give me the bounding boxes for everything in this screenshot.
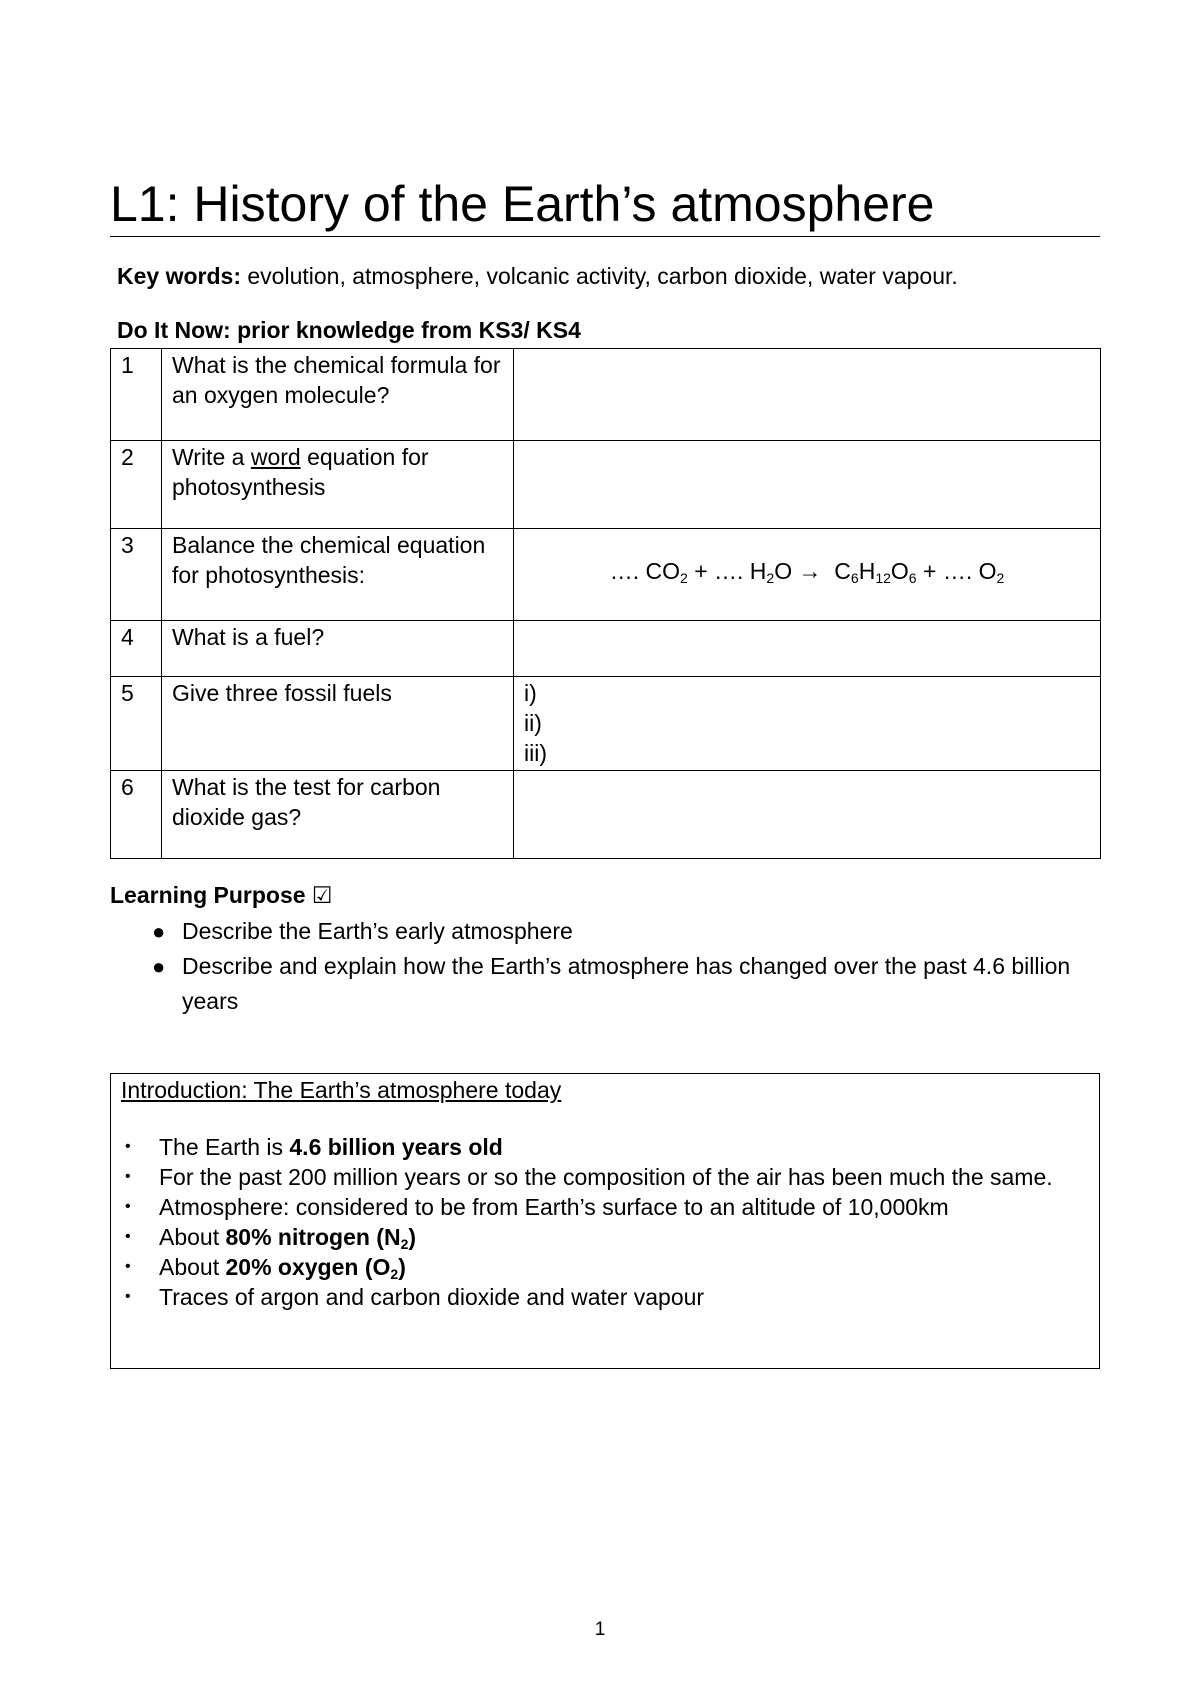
underlined-word: word	[250, 444, 301, 470]
bullet-icon: •	[125, 1228, 131, 1245]
bold-text: 20% oxygen (O	[225, 1254, 391, 1280]
bullet-icon: •	[125, 1288, 131, 1305]
do-it-now-table	[110, 348, 1101, 859]
bullet-icon: ●	[152, 954, 166, 979]
list-item-text: About	[159, 1224, 226, 1250]
blank: ….	[942, 558, 973, 584]
list-item	[121, 1222, 1081, 1252]
question-text-part: Write a	[172, 444, 251, 470]
question-text: What is the chemical formula for an oxygen molecule?	[162, 349, 514, 441]
introduction-list	[121, 1132, 1081, 1312]
co2: CO	[645, 558, 680, 584]
list-item-text: Describe the Earth’s early atmosphere	[182, 918, 573, 944]
table-row	[111, 529, 1101, 621]
question-number: 3	[111, 529, 162, 621]
do-it-now-heading: Do It Now: prior knowledge from KS3/ KS4	[117, 317, 581, 343]
title-rule	[110, 236, 1100, 237]
bullet-icon: •	[125, 1198, 131, 1215]
introduction-box	[110, 1073, 1100, 1369]
subscript: 2	[680, 570, 688, 586]
bold-text: )	[408, 1224, 417, 1250]
subscript: 12	[875, 570, 891, 586]
question-number: 2	[111, 441, 162, 529]
table-row	[111, 441, 1101, 529]
glucose: C	[834, 558, 851, 584]
answer-label: i)	[524, 680, 537, 706]
question-text: What is a fuel?	[162, 621, 514, 677]
plus: +	[922, 558, 937, 584]
question-number: 5	[111, 677, 162, 771]
blank: ….	[609, 558, 640, 584]
bold-text: )	[398, 1254, 406, 1280]
photosynthesis-equation	[524, 530, 1090, 586]
question-text: What is the test for carbon dioxide gas?	[162, 771, 514, 859]
learning-purpose-list	[110, 914, 1100, 1019]
h2o: H	[749, 558, 767, 584]
list-item	[121, 1162, 1081, 1192]
page-title: L1: History of the Earth’s atmosphere	[110, 176, 935, 232]
answer-label: ii)	[524, 710, 542, 736]
introduction-title: Introduction: The Earth’s atmosphere today	[121, 1077, 562, 1103]
equation-cell[interactable]	[514, 529, 1101, 621]
o2: O	[978, 558, 997, 584]
table-row	[111, 349, 1101, 441]
list-item-text: The Earth is	[159, 1134, 290, 1160]
keywords-label: Key words:	[117, 263, 241, 289]
question-text: Give three fossil fuels	[162, 677, 514, 771]
subscript: 2	[766, 570, 775, 586]
question-text: Balance the chemical equation for photosynthesis:	[162, 529, 514, 621]
answer-cell[interactable]	[514, 771, 1101, 859]
list-item	[110, 949, 1100, 1019]
bold-text: 80% nitrogen (N	[225, 1224, 401, 1250]
subscript: 2	[996, 570, 1005, 586]
answer-cell[interactable]	[514, 441, 1101, 529]
page-number: 1	[594, 1619, 606, 1640]
list-item	[121, 1192, 1081, 1222]
subscript: 2	[390, 1266, 399, 1282]
list-item-text: Traces of argon and carbon dioxide and water vapour	[159, 1284, 705, 1310]
answer-cell[interactable]	[514, 621, 1101, 677]
table-row	[111, 771, 1101, 859]
bullet-icon: •	[125, 1168, 131, 1185]
blank: ….	[714, 558, 744, 584]
table-row	[111, 621, 1101, 677]
bullet-icon: •	[125, 1258, 131, 1275]
list-item-text: Describe and explain how the Earth’s atmosphere has changed over the past 4.6 billion years	[182, 953, 1071, 1014]
answer-cell[interactable]	[514, 349, 1101, 441]
question-number: 1	[111, 349, 162, 441]
bullet-icon: •	[125, 1138, 131, 1155]
list-item	[110, 914, 1100, 949]
bullet-icon: ●	[152, 919, 166, 944]
list-item	[121, 1252, 1081, 1282]
subscript: 6	[908, 570, 917, 586]
glucose: O	[890, 558, 909, 584]
question-text-part: equation for photosynthesis	[172, 444, 429, 500]
h2o: O	[774, 558, 793, 584]
keywords-line	[117, 262, 1107, 290]
list-item-bold: 4.6 billion years old	[289, 1134, 503, 1160]
question-number: 6	[111, 771, 162, 859]
list-item-text: About	[159, 1254, 226, 1280]
subscript: 6	[850, 570, 859, 586]
answer-cell[interactable]	[514, 677, 1101, 771]
list-item-bold	[226, 1224, 417, 1250]
arrow-icon: →	[798, 558, 822, 584]
learning-purpose-heading: Learning Purpose ☑	[110, 882, 333, 908]
subscript: 2	[400, 1236, 409, 1252]
question-text	[162, 441, 514, 529]
plus: +	[694, 558, 708, 584]
list-item-bold	[226, 1254, 406, 1280]
table-row	[111, 677, 1101, 771]
list-item-text: Atmosphere: considered to be from Earth’s surface to an altitude of 10,000km	[159, 1194, 949, 1220]
glucose: H	[858, 558, 876, 584]
list-item	[121, 1132, 1081, 1162]
answer-label: iii)	[524, 740, 547, 766]
keywords-text: evolution, atmosphere, volcanic activity, carbon dioxide, water vapour.	[240, 263, 958, 289]
list-item	[121, 1282, 1081, 1312]
question-number: 4	[111, 621, 162, 677]
list-item-text: For the past 200 million years or so the composition of the air has been much the same.	[159, 1164, 1053, 1190]
